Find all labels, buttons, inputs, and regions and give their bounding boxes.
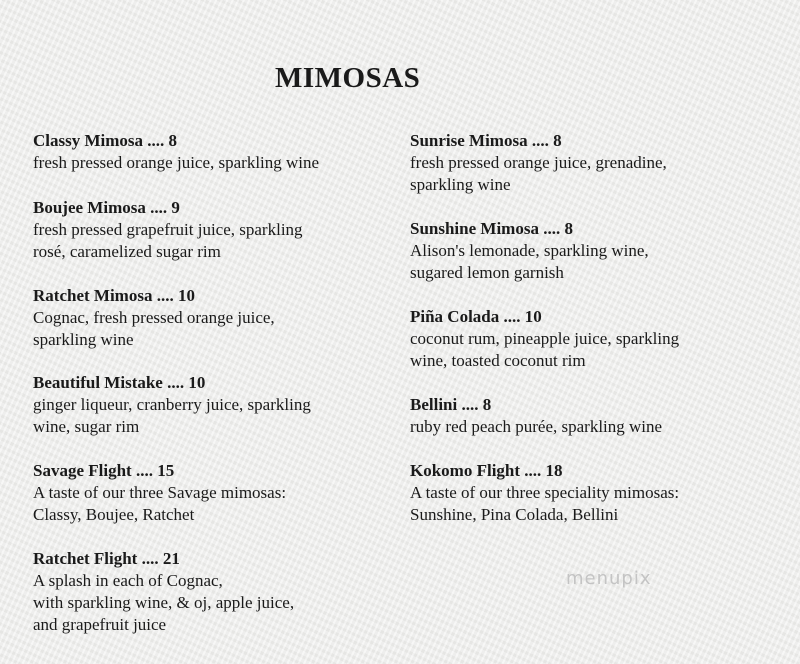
- item-description: Alison's lemonade, sparkling wine, sugared lemon garnish: [410, 241, 649, 282]
- menu-item: [33, 197, 303, 263]
- item-name: Classy Mimosa .... 8: [33, 131, 178, 150]
- menu-item: [33, 548, 294, 636]
- item-name: Savage Flight .... 15: [33, 461, 175, 480]
- item-description: ginger liqueur, cranberry juice, sparkling wine, sugar rim: [33, 395, 311, 436]
- item-name: Boujee Mimosa .... 9: [33, 198, 180, 217]
- item-name: Bellini .... 8: [410, 395, 492, 414]
- item-name: Ratchet Mimosa .... 10: [33, 286, 195, 305]
- item-description: Cognac, fresh pressed orange juice, sparkling wine: [33, 308, 275, 349]
- item-description: A taste of our three speciality mimosas: Sunshine, Pina Colada, Bellini: [410, 483, 680, 524]
- item-name: Beautiful Mistake .... 10: [33, 373, 206, 392]
- item-description: fresh pressed grapefruit juice, sparkling rosé, caramelized sugar rim: [33, 220, 303, 261]
- menu-section-title: MIMOSAS: [275, 62, 421, 94]
- item-name: Ratchet Flight .... 21: [33, 549, 180, 568]
- item-name: Kokomo Flight .... 18: [410, 461, 563, 480]
- item-name: Piña Colada .... 10: [410, 307, 542, 326]
- item-description: A splash in each of Cognac, with sparkling wine, & oj, apple juice, and grapefruit juice: [33, 571, 295, 634]
- menu-item: [410, 218, 649, 284]
- item-description: A taste of our three Savage mimosas: Classy, Boujee, Ratchet: [33, 483, 287, 524]
- menu-item: [410, 306, 679, 372]
- item-description: coconut rum, pineapple juice, sparkling wine, toasted coconut rim: [410, 329, 680, 370]
- item-description: fresh pressed orange juice, grenadine, sparkling wine: [410, 153, 667, 194]
- menu-item: [33, 285, 275, 351]
- menu-item: [410, 130, 667, 196]
- item-name: Sunshine Mimosa .... 8: [410, 219, 573, 238]
- watermark: menupix: [566, 568, 652, 589]
- item-description: fresh pressed orange juice, sparkling wine: [33, 153, 320, 172]
- menu-item: [33, 130, 319, 174]
- menu-item: [33, 372, 311, 438]
- menu-item: [33, 460, 286, 526]
- menu-item: [410, 460, 679, 526]
- item-description: ruby red peach purée, sparkling wine: [410, 417, 663, 436]
- menu-item: [410, 394, 662, 438]
- item-name: Sunrise Mimosa .... 8: [410, 131, 562, 150]
